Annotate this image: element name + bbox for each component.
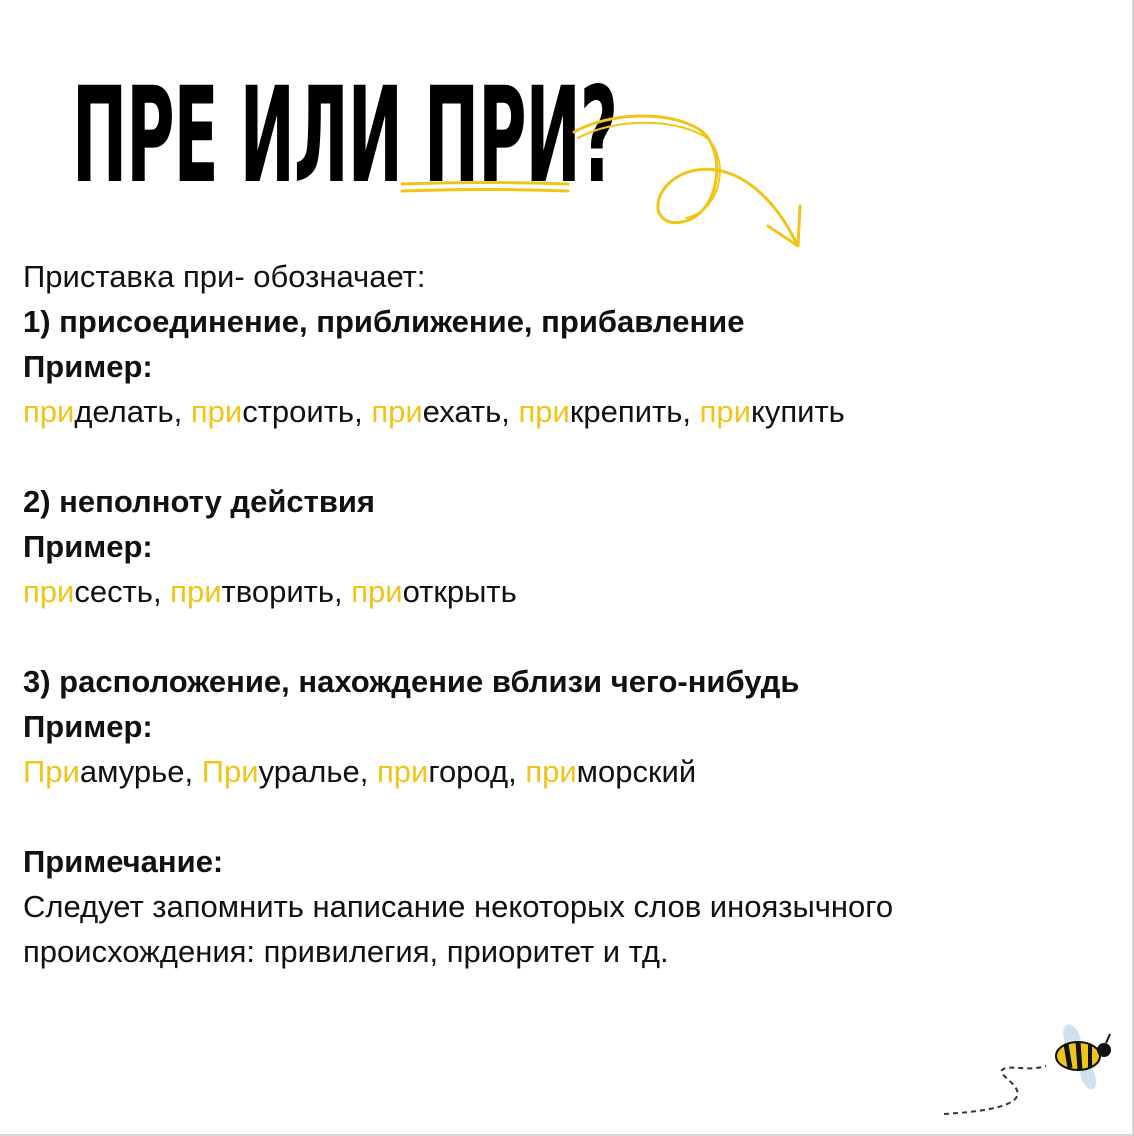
word-prefix: при: [371, 394, 423, 429]
content: [23, 254, 1113, 974]
word-prefix: при: [23, 574, 75, 609]
word-prefix: при: [170, 574, 222, 609]
word-prefix: при: [351, 574, 403, 609]
word-prefix: при: [699, 394, 751, 429]
word-rest: открыть: [402, 574, 517, 609]
section-1-example-label: Пример:: [23, 349, 153, 384]
title-part-pre: ПРЕ ИЛИ: [72, 59, 424, 213]
section-1-heading: 1) присоединение, приближение, прибавление: [23, 304, 745, 339]
word-rest: амурье: [79, 754, 185, 789]
word-rest: делать: [74, 394, 174, 429]
section-2-heading: 2) неполноту действия: [23, 484, 376, 519]
title-part-pri: ПРИ: [423, 59, 580, 213]
word-prefix: При: [201, 754, 259, 789]
bee-icon: [938, 1020, 1118, 1120]
note-line-2: происхождения: привилегия, приоритет и тд.: [23, 934, 669, 969]
word-prefix: при: [376, 754, 429, 789]
word-rest: крепить: [569, 394, 683, 429]
word-prefix: при: [518, 394, 570, 429]
word-prefix: при: [190, 394, 243, 429]
word-prefix: При: [23, 754, 80, 789]
note-line-1: Следует запомнить написание некоторых слов иноязычного: [23, 889, 894, 924]
word-prefix: при: [525, 754, 577, 789]
word-rest: ехать: [422, 394, 502, 429]
word-rest: уралье: [258, 754, 360, 789]
word-rest: город: [428, 754, 509, 789]
word-rest: купить: [750, 394, 845, 429]
curly-arrow-icon: [570, 90, 810, 260]
word-rest: сесть: [74, 574, 153, 609]
section-2-example-label: Пример:: [23, 529, 153, 564]
title-question-mark: ?: [579, 59, 618, 213]
word-rest: морский: [576, 754, 697, 789]
section-1-examples: приделать, пристроить, приехать, прикрепить, прикупить: [23, 394, 845, 429]
title-underline-icon: [400, 180, 570, 194]
section-3-heading: 3) расположение, нахождение вблизи чего-нибудь: [23, 664, 800, 699]
intro-text: Приставка при- обозначает:: [23, 259, 426, 294]
section-2-examples: присесть, притворить, приоткрыть: [23, 574, 517, 609]
section-3-examples: Приамурье, Приуралье, пригород, приморский: [23, 754, 697, 789]
word-rest: строить: [242, 394, 355, 429]
note-label: Примечание:: [23, 844, 224, 879]
word-rest: творить: [221, 574, 334, 609]
section-3-example-label: Пример:: [23, 709, 153, 744]
word-prefix: при: [23, 394, 75, 429]
